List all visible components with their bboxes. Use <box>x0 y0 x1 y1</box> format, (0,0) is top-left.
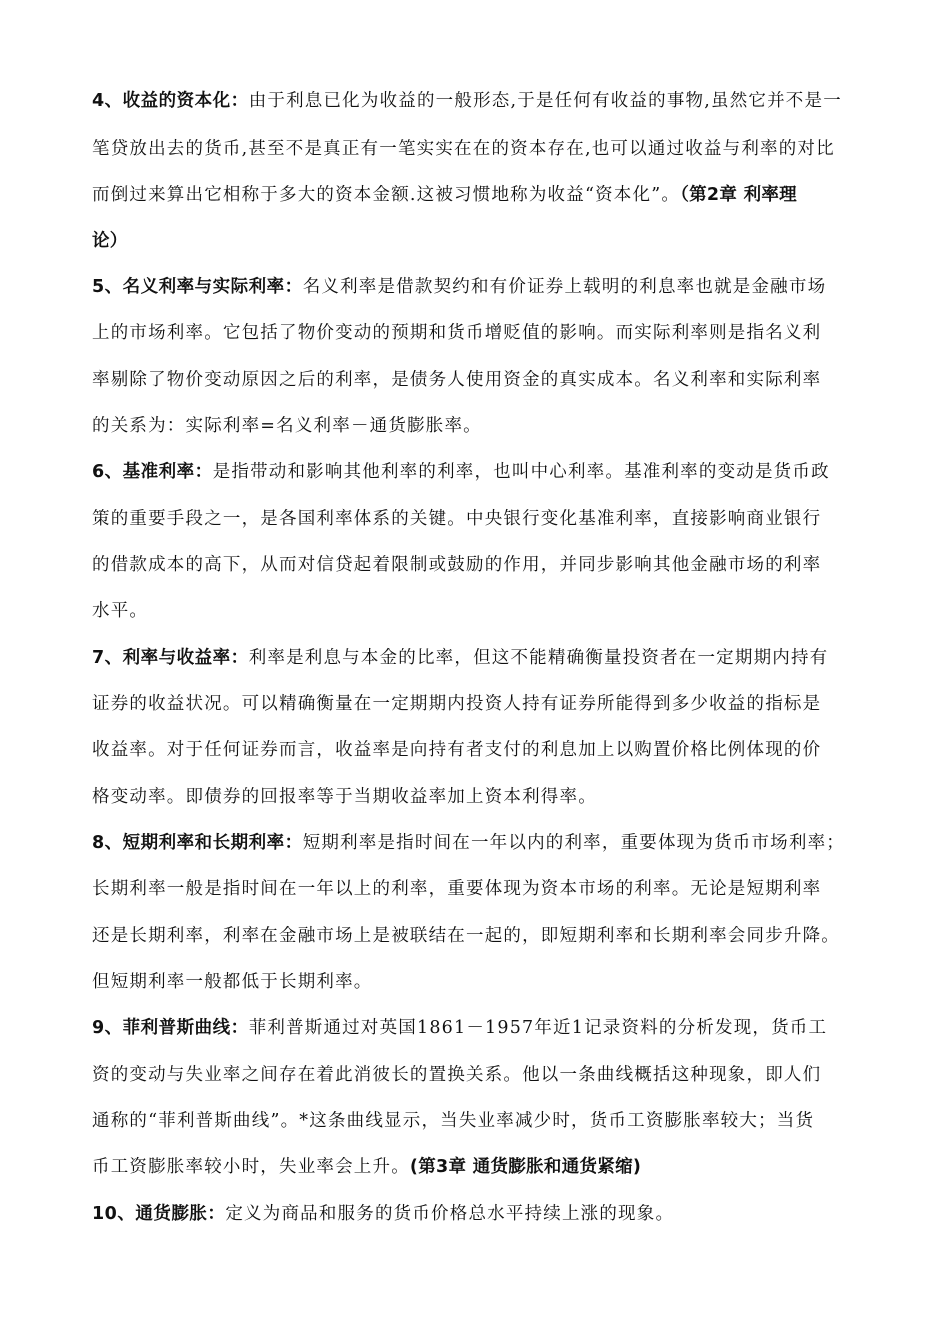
definition-text: 策的重要手段之一，是各国利率体系的关键。中央银行变化基准利率，直接影响商业银行 <box>92 509 822 529</box>
paragraph-line <box>92 921 852 951</box>
definition-text: 的关系为：实际利率=名义利率－通货膨胀率。 <box>92 416 482 436</box>
definition-text: 但短期利率一般都低于长期利率。 <box>92 972 373 992</box>
term-heading: 4、收益的资本化： <box>92 91 249 111</box>
definition-text: 资的变动与失业率之间存在着此消彼长的置换关系。他以一条曲线概括这种现象，即人们 <box>92 1065 822 1085</box>
paragraph-line <box>92 272 852 302</box>
definition-text: 笔贷放出去的货币,甚至不是真正有一笔实实在在的资本存在,也可以通过收益与利率的对比 <box>92 139 835 159</box>
paragraph-line <box>92 134 852 164</box>
definition-text: 率剔除了物价变动原因之后的利率，是债务人使用资金的真实成本。名义利率和实际利率 <box>92 370 822 390</box>
paragraph-line <box>92 1013 852 1043</box>
chapter-reference: 论） <box>92 231 128 251</box>
definition-text: 水平。 <box>92 601 149 621</box>
definition-text: 长期利率一般是指时间在一年以上的利率，重要体现为资本市场的利率。无论是短期利率 <box>92 879 822 899</box>
definition-text: 而倒过来算出它相称于多大的资本金额.这被习惯地称为收益“资本化”。 <box>92 185 681 205</box>
definition-text: 收益率。对于任何证券而言，收益率是向持有者支付的利息加上以购置价格比例体现的价 <box>92 740 822 760</box>
definition-text: 利率是利息与本金的比率，但这不能精确衡量投资者在一定期期内持有 <box>248 648 829 668</box>
paragraph-line <box>92 1152 852 1182</box>
paragraph-line <box>92 318 852 348</box>
chapter-reference: (第3章 通货膨胀和通货紧缩) <box>409 1157 642 1177</box>
definition-text: 由于利息已化为收益的一般形态,于是任何有收益的事物,虽然它并不是一 <box>248 91 842 111</box>
paragraph-line <box>92 643 852 673</box>
definition-text: 通称的“菲利普斯曲线”。*这条曲线显示，当失业率减少时，货币工资膨胀率较大；当货 <box>92 1111 815 1131</box>
paragraph-line <box>92 1106 852 1136</box>
chapter-reference: （第2章 利率理 <box>680 185 797 205</box>
term-heading: 6、基准利率： <box>92 462 213 482</box>
paragraph-line <box>92 735 852 765</box>
definition-text: 还是长期利率，利率在金融市场上是被联结在一起的，即短期利率和长期利率会同步升降。 <box>92 926 840 946</box>
paragraph-line <box>92 828 852 858</box>
paragraph-line <box>92 1199 852 1229</box>
definition-text: 定义为商品和服务的货币价格总水平持续上涨的现象。 <box>225 1204 675 1224</box>
paragraph-line <box>92 226 852 256</box>
definition-text: 格变动率。即债券的回报率等于当期收益率加上资本利得率。 <box>92 787 597 807</box>
definition-text: 上的市场利率。它包括了物价变动的预期和货币增贬值的影响。而实际利率则是指名义利 <box>92 323 822 343</box>
paragraph-line <box>92 504 852 534</box>
term-heading: 8、短期利率和长期利率： <box>92 833 303 853</box>
paragraph-line <box>92 365 852 395</box>
term-heading: 10、通货膨胀： <box>92 1204 226 1224</box>
definition-text: 菲利普斯通过对英国1861－1957年近1记录资料的分析发现，货币工 <box>248 1018 828 1038</box>
definition-text: 名义利率是借款契约和有价证券上载明的利息率也就是金融市场 <box>302 277 827 297</box>
term-heading: 9、菲利普斯曲线： <box>92 1018 249 1038</box>
definition-text: 是指带动和影响其他利率的利率，也叫中心利率。基准利率的变动是货币政 <box>212 462 830 482</box>
definition-text: 的借款成本的高下，从而对信贷起着限制或鼓励的作用，并同步影响其他金融市场的利率 <box>92 555 822 575</box>
definition-text: 短期利率是指时间在一年以内的利率，重要体现为货币市场利率； <box>302 833 845 853</box>
paragraph-line <box>92 411 852 441</box>
definition-text: 证券的收益状况。可以精确衡量在一定期期内投资人持有证券所能得到多少收益的指标是 <box>92 694 822 714</box>
term-heading: 5、名义利率与实际利率： <box>92 277 303 297</box>
paragraph-line <box>92 874 852 904</box>
paragraph-line <box>92 180 852 210</box>
term-heading: 7、利率与收益率： <box>92 648 249 668</box>
paragraph-line <box>92 86 852 116</box>
paragraph-line <box>92 596 852 626</box>
definition-text: 币工资膨胀率较小时，失业率会上升。 <box>92 1157 410 1177</box>
paragraph-line <box>92 782 852 812</box>
paragraph-line <box>92 457 852 487</box>
paragraph-line <box>92 967 852 997</box>
paragraph-line <box>92 1060 852 1090</box>
paragraph-line <box>92 550 852 580</box>
paragraph-line <box>92 689 852 719</box>
